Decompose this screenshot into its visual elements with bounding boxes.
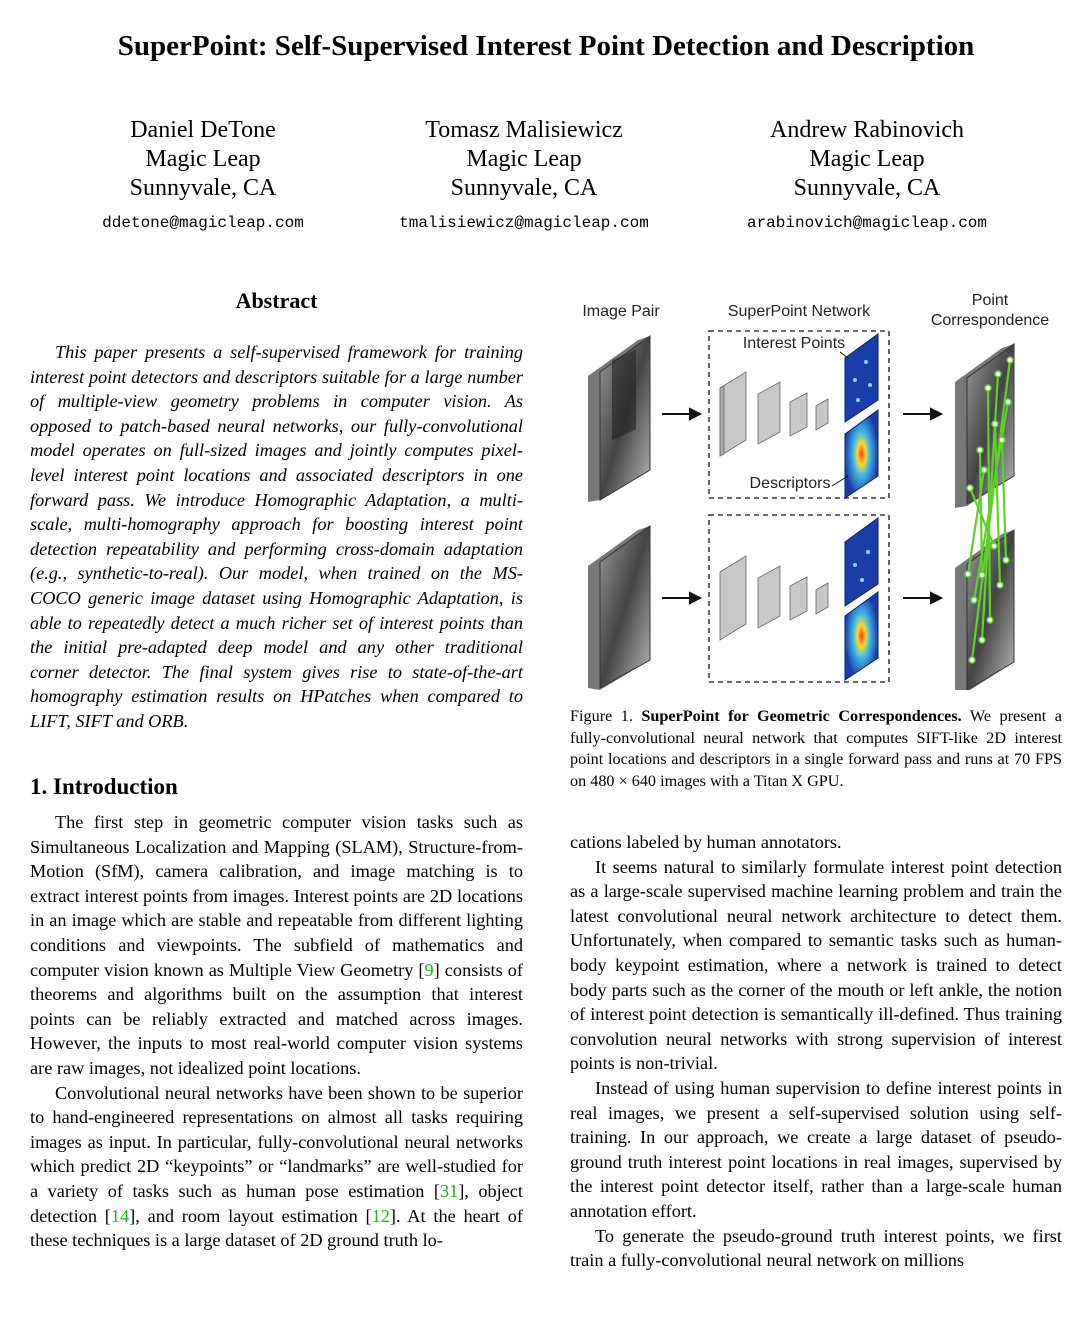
figure-caption: Figure 1. SuperPoint for Geometric Correspondences. We present a fully-convolutional neural network that computes SIFT-like 2D interest point locations and descriptors in a single forward pass and runs at 70 FPS on 480 × 640 images with a Titan X GPU. [570, 707, 1062, 790]
input-image-top [588, 336, 650, 502]
right-paragraph-1: It seems natural to similarly formulate interest point detection as a large-scale supervised machine learning problem and train the latest convolutional neural network architecture to detect them. Unfortunately, when compared to semantic tasks such as human-body keypoint estimation, where a network is trained to detect body parts such as the corner of the mouth or left ankle, the notion of interest point detection is semantically ill-defined. Thus training convolution neural networks with strong supervision of interest points is non-trivial. [570, 856, 1062, 1074]
author-3 [697, 116, 1037, 238]
figure-label-interest-points: Interest Points [742, 335, 846, 352]
right-paragraph-3: To generate the pseudo-ground truth interest points, we first train a fully-convolutional neural network on millions [570, 1225, 1062, 1271]
input-image-bottom [588, 526, 650, 690]
author-email: tmalisiewicz@magicleap.com [399, 214, 649, 232]
author-location: Sunnyvale, CA [129, 175, 277, 201]
author-name: Andrew Rabinovich [770, 117, 964, 143]
intro-paragraph-1: The first step in geometric computer vision tasks such as Simultaneous Localization and Mapping (SLAM), Structure-from-Motion (SfM), camera calibration, and image matching is to extract interest points from images. Interest points are 2D locations in an image which are stable and repeatable from different lighting conditions and viewpoints. The subfield of mathematics and computer vision known as Multiple View Geometry [9] consists of theorems and algorithms built on the assumption that interest points can be reliably extracted and matched across images. However, the inputs to most real-world computer vision systems are raw images, not idealized point locations. [30, 812, 523, 1078]
author-name: Tomasz Malisiewicz [425, 117, 623, 143]
descriptor-heatmap-top [845, 410, 878, 498]
right-column-body [570, 830, 1062, 1273]
section-heading-introduction: 1. Introduction [30, 774, 178, 799]
paper-title: SuperPoint: Self-Supervised Interest Point Detection and Description [117, 30, 975, 62]
arrow-icon [662, 409, 941, 603]
author-email: ddetone@magicleap.com [102, 214, 304, 232]
abstract-heading: Abstract [235, 288, 318, 313]
abstract-text: This paper presents a self-supervised framework for training interest point detectors and descriptors suitable for a large number of multiple-view geometry problems in computer vision. As opposed to patch-based neural networks, our fully-convolutional model operates on full-sized images and jointly computes pixel-level interest point locations and associated descriptors in one forward pass. We introduce Homographic Adaptation, a multi-scale, multi-homography approach for boosting interest point detection repeatability and performing cross-domain adaptation (e.g., synthetic-to-real). Our model, when trained on the MS-COCO generic image dataset using Homographic Adaptation, is able to repeatedly detect a much richer set of interest points than the initial pre-adapted deep model and any other traditional corner detector. The final system gives rise to state-of-the-art homography estimation results on HPatches when compared to LIFT, SIFT and ORB. [30, 342, 523, 731]
author-affiliation: Magic Leap [145, 146, 261, 172]
abstract-body [30, 340, 523, 734]
network-layers-top [720, 372, 828, 456]
figure-label-descriptors: Descriptors [749, 475, 831, 492]
right-paragraph-2: Instead of using human supervision to define interest points in real images, we present a self-supervised solution using self-training. In our approach, we create a large dataset of pseudo-ground truth interest point locations in real images, supervised by the interest point detector itself, rather than a large-scale human annotation effort. [570, 1077, 1062, 1221]
figure-label-correspondence: Point Correspondence [930, 292, 1050, 329]
descriptor-heatmap-bottom [845, 592, 878, 680]
author-email: arabinovich@magicleap.com [746, 214, 988, 232]
figure-label-network: SuperPoint Network [727, 303, 871, 320]
author-affiliation: Magic Leap [809, 146, 925, 172]
citation-link[interactable]: 12 [371, 1205, 390, 1226]
network-layers-bottom [720, 556, 828, 640]
interest-point-heatmap-top [845, 334, 878, 422]
author-1 [33, 116, 373, 238]
figure-1 [570, 290, 1062, 690]
right-paragraph-0: cations labeled by human annotators. [570, 832, 842, 852]
citation-link[interactable]: 9 [424, 959, 434, 980]
author-location: Sunnyvale, CA [450, 175, 598, 201]
figure-diagram [570, 290, 1062, 690]
interest-point-heatmap-bottom [845, 518, 878, 606]
citation-link[interactable]: 31 [439, 1180, 459, 1201]
output-image-top [955, 344, 1014, 508]
author-name: Daniel DeTone [130, 117, 276, 143]
introduction-body [30, 810, 523, 1253]
author-location: Sunnyvale, CA [793, 175, 941, 201]
citation-link[interactable]: 14 [110, 1205, 130, 1226]
author-affiliation: Magic Leap [466, 146, 582, 172]
intro-paragraph-2: Convolutional neural networks have been shown to be superior to hand-engineered representations on almost all tasks requiring images as input. In particular, fully-convolutional neural networks which predict 2D “keypoints” or “landmarks” are well-studied for a variety of tasks such as human pose estimation [31], object detection [14], and room layout estimation [12]. At the heart of these techniques is a large dataset of 2D ground truth lo- [30, 1082, 524, 1251]
figure-label-image-pair: Image Pair [582, 303, 660, 320]
author-2 [354, 116, 694, 238]
